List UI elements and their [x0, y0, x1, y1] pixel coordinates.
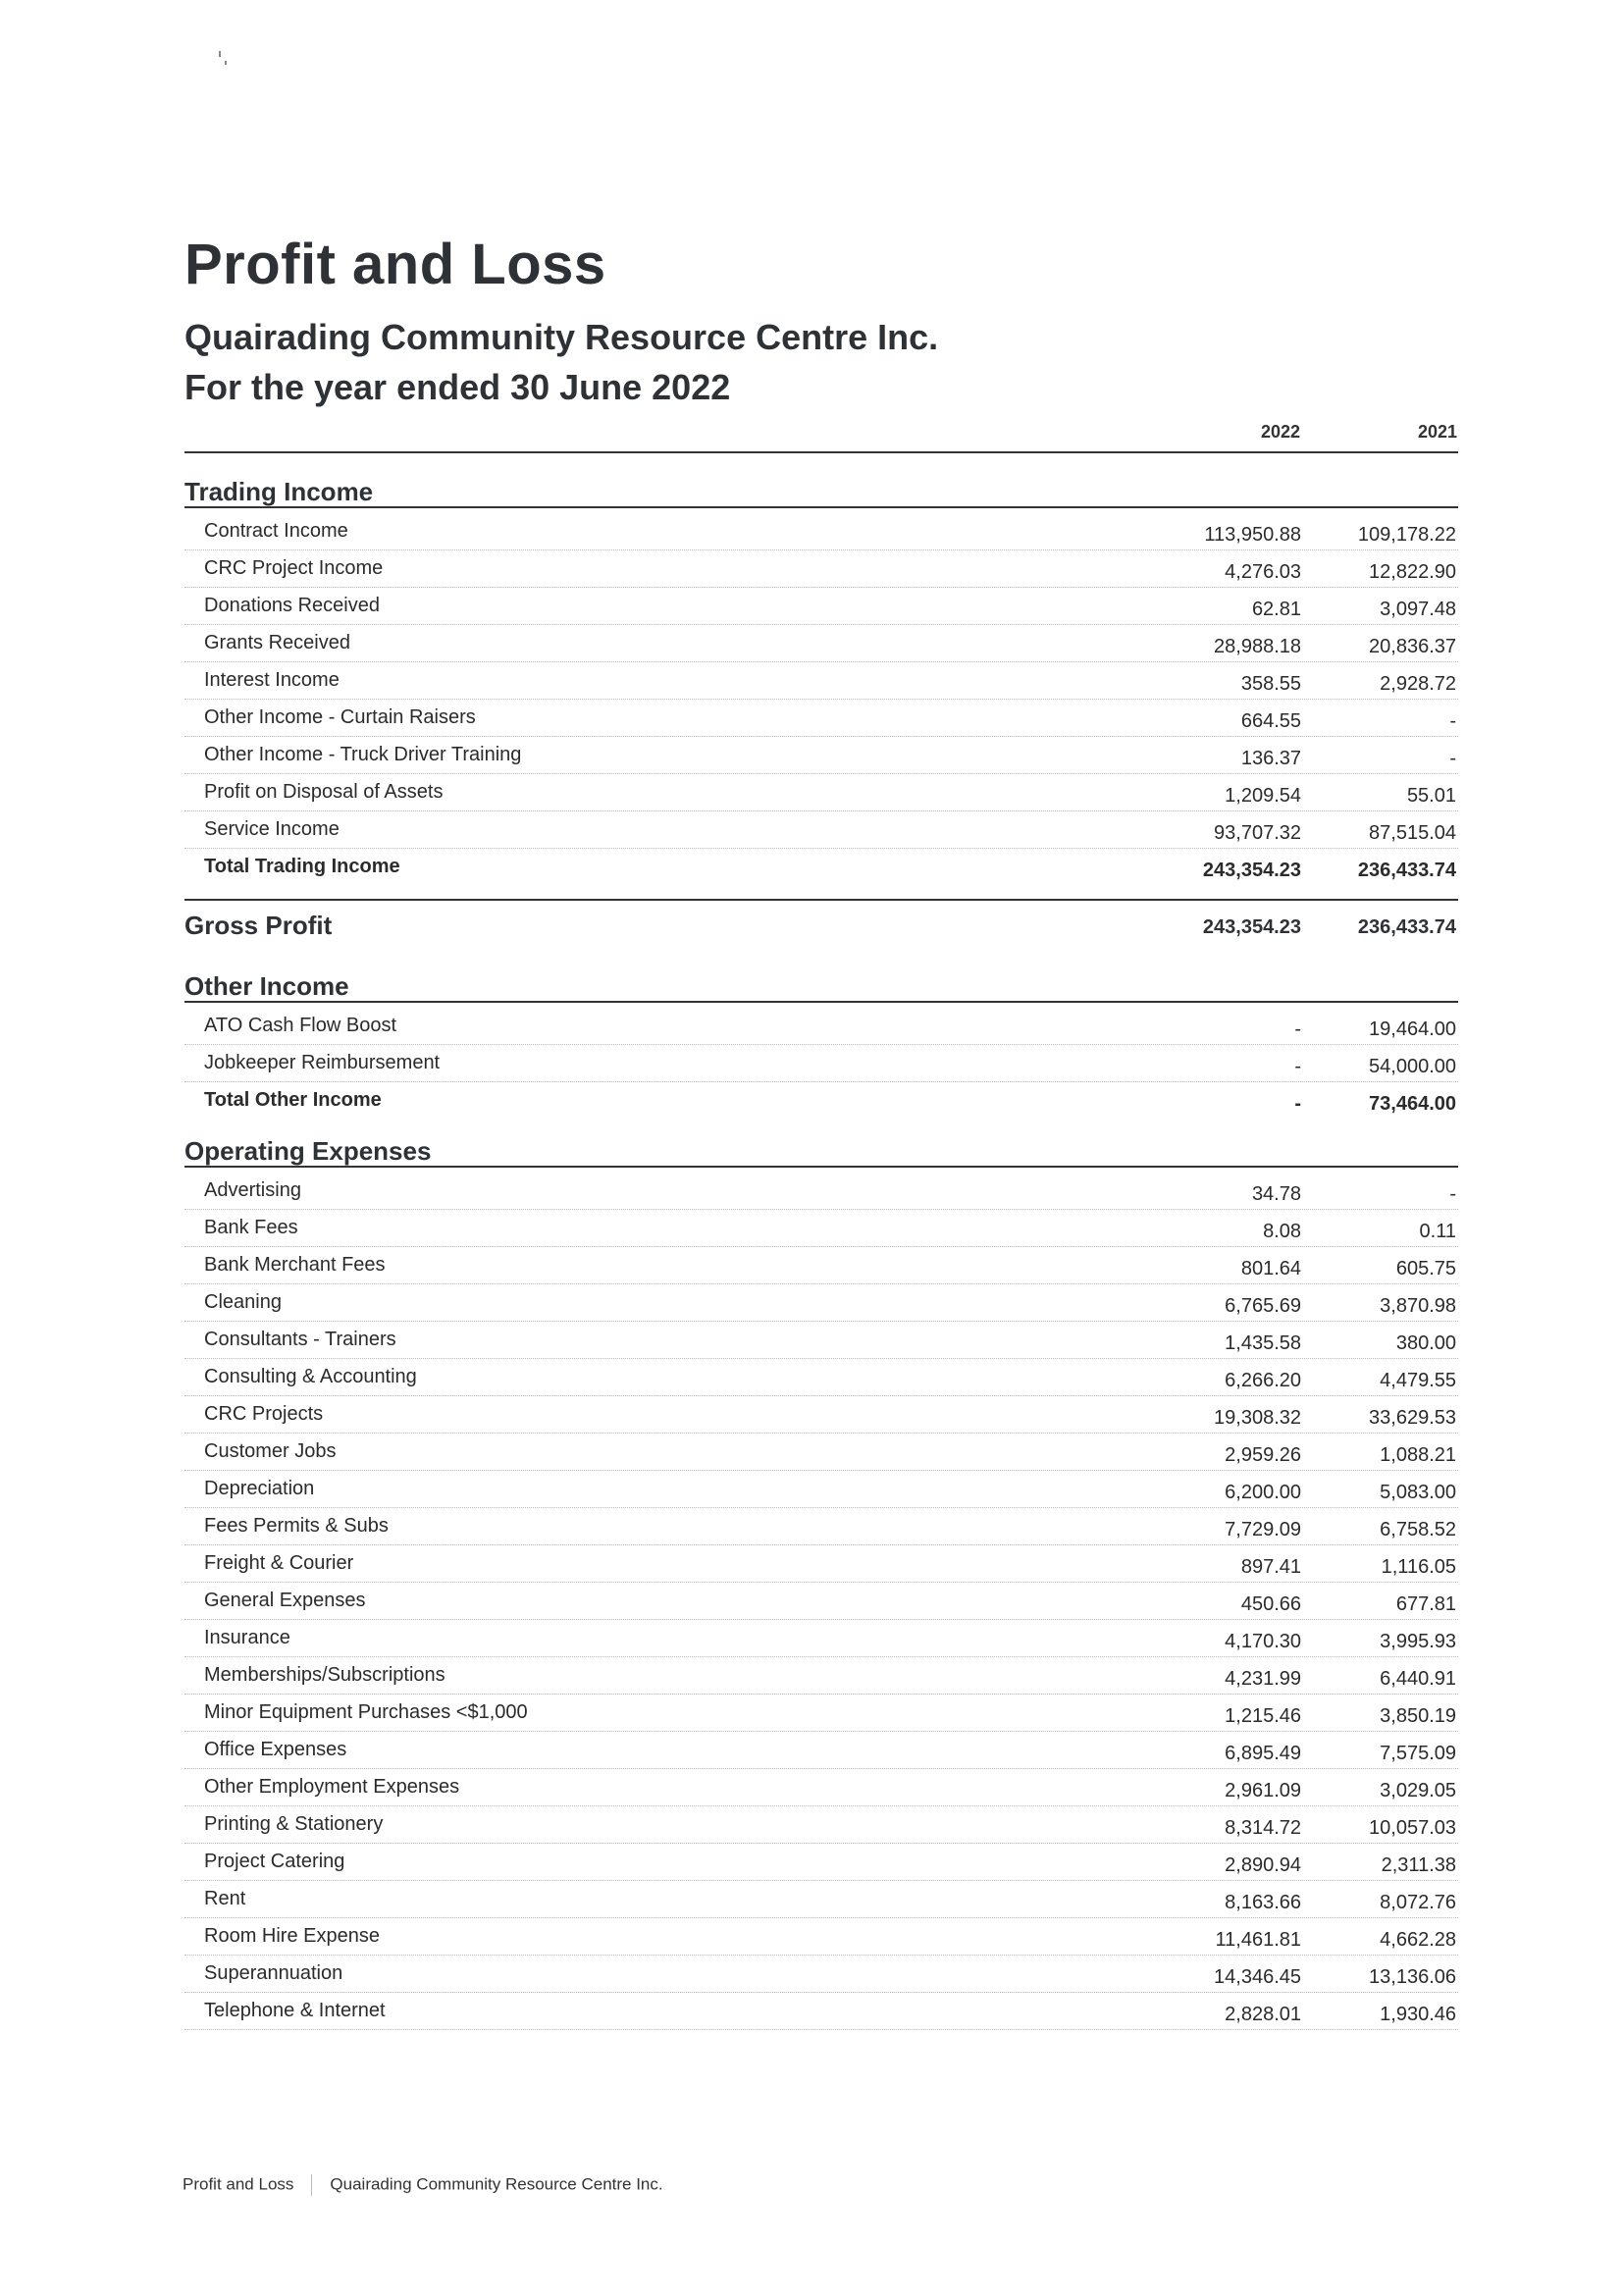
- section-heading: Trading Income: [184, 477, 1458, 508]
- value-2021: 8,072.76: [1380, 1892, 1456, 1913]
- value-2021: 12,822.90: [1369, 561, 1456, 583]
- table-row: [184, 1395, 1458, 1434]
- row-label: CRC Project Income: [204, 557, 384, 579]
- row-label: Total Other Income: [204, 1089, 382, 1111]
- row-label: Freight & Courier: [204, 1552, 354, 1574]
- row-label: Grants Received: [204, 632, 350, 653]
- row-label: Other Income - Truck Driver Training: [204, 744, 522, 765]
- row-label: CRC Projects: [204, 1403, 324, 1425]
- value-2021: 33,629.53: [1369, 1407, 1456, 1429]
- value-2021: 73,464.00: [1369, 1093, 1456, 1115]
- value-2021: 3,850.19: [1380, 1705, 1456, 1727]
- value-2021: 677.81: [1395, 1593, 1456, 1615]
- table-row: [184, 810, 1458, 849]
- table-row: [184, 1246, 1458, 1284]
- value-2022: 93,707.32: [1214, 822, 1301, 844]
- table-row: [184, 1656, 1458, 1695]
- table-row: [184, 512, 1458, 550]
- value-2021: 3,995.93: [1380, 1631, 1456, 1652]
- value-2022: -: [1294, 1093, 1301, 1115]
- header-rule: [184, 451, 1458, 453]
- gross-profit-2022: 243,354.23: [1202, 916, 1301, 938]
- value-2022: 11,461.81: [1215, 1929, 1301, 1951]
- value-2021: 87,515.04: [1369, 822, 1456, 844]
- value-2021: 7,575.09: [1380, 1743, 1456, 1764]
- value-2021: 3,097.48: [1380, 599, 1456, 620]
- value-2021: 2,928.72: [1380, 673, 1456, 695]
- value-2021: 236,433.74: [1357, 860, 1456, 881]
- row-label: Service Income: [204, 818, 340, 840]
- value-2022: 664.55: [1240, 710, 1301, 732]
- value-2021: 380.00: [1395, 1332, 1456, 1354]
- value-2022: 8,314.72: [1225, 1817, 1301, 1839]
- value-2021: 55.01: [1406, 785, 1456, 807]
- row-label: Donations Received: [204, 595, 380, 616]
- table-row: [184, 1044, 1458, 1082]
- total-row: [184, 1081, 1458, 1119]
- table-row: [184, 1992, 1458, 2030]
- gross-profit-label: Gross Profit: [184, 911, 333, 940]
- row-label: Superannuation: [204, 1962, 343, 1984]
- table-row: [184, 1007, 1458, 1045]
- value-2022: 4,276.03: [1225, 561, 1301, 583]
- table-row: [184, 1768, 1458, 1806]
- value-2022: 801.64: [1240, 1258, 1301, 1279]
- value-2021: 4,479.55: [1380, 1370, 1456, 1391]
- table-row: [184, 1283, 1458, 1322]
- value-2021: 54,000.00: [1369, 1056, 1456, 1077]
- row-label: Profit on Disposal of Assets: [204, 781, 444, 803]
- table-row: [184, 661, 1458, 700]
- value-2022: 358.55: [1240, 673, 1301, 695]
- report-period: For the year ended 30 June 2022: [184, 367, 731, 407]
- value-2022: 6,895.49: [1225, 1743, 1301, 1764]
- row-label: Telephone & Internet: [204, 2000, 386, 2021]
- value-2021: 605.75: [1395, 1258, 1456, 1279]
- value-2021: -: [1449, 710, 1456, 732]
- table-row: [184, 1843, 1458, 1881]
- gross-profit-2021: 236,433.74: [1357, 916, 1456, 938]
- table-row: [184, 1619, 1458, 1657]
- row-label: Depreciation: [204, 1478, 315, 1499]
- value-2021: 1,088.21: [1380, 1444, 1456, 1466]
- table-row: [184, 1321, 1458, 1359]
- table-row: [184, 736, 1458, 774]
- value-2022: 28,988.18: [1214, 636, 1301, 657]
- row-label: Project Catering: [204, 1851, 345, 1872]
- row-label: Consultants - Trainers: [204, 1329, 396, 1350]
- value-2022: 2,890.94: [1225, 1854, 1301, 1876]
- row-label: Jobkeeper Reimbursement: [204, 1052, 441, 1073]
- value-2022: 1,435.58: [1225, 1332, 1301, 1354]
- value-2021: 1,930.46: [1380, 2004, 1456, 2025]
- table-row: [184, 699, 1458, 737]
- value-2022: 14,346.45: [1214, 1966, 1301, 1988]
- value-2022: 6,765.69: [1225, 1295, 1301, 1317]
- table-row: [184, 1433, 1458, 1471]
- value-2021: 10,057.03: [1369, 1817, 1456, 1839]
- section-heading: Operating Expenses: [184, 1136, 1458, 1168]
- scan-speck: [225, 61, 227, 65]
- value-2021: 13,136.06: [1369, 1966, 1456, 1988]
- section-rule: [184, 899, 1458, 901]
- row-label: Interest Income: [204, 669, 340, 691]
- table-row: [184, 1731, 1458, 1769]
- value-2021: 20,836.37: [1369, 636, 1456, 657]
- row-label: Total Trading Income: [204, 856, 400, 877]
- value-2021: 5,083.00: [1380, 1482, 1456, 1503]
- value-2022: 62.81: [1251, 599, 1301, 620]
- value-2022: 2,828.01: [1225, 2004, 1301, 2025]
- footer-report-name: Profit and Loss: [183, 2174, 294, 2194]
- value-2021: 4,662.28: [1380, 1929, 1456, 1951]
- row-label: Consulting & Accounting: [204, 1366, 417, 1387]
- value-2021: -: [1449, 748, 1456, 769]
- value-2021: 1,116.05: [1381, 1556, 1456, 1578]
- row-label: Printing & Stationery: [204, 1813, 384, 1835]
- table-row: [184, 624, 1458, 662]
- value-2021: -: [1449, 1183, 1456, 1205]
- value-2022: 8.08: [1263, 1221, 1301, 1242]
- value-2022: 1,215.46: [1225, 1705, 1301, 1727]
- table-row: [184, 1507, 1458, 1545]
- row-label: Advertising: [204, 1179, 301, 1201]
- value-2021: 109,178.22: [1357, 524, 1456, 546]
- row-label: Insurance: [204, 1627, 290, 1648]
- value-2022: 6,200.00: [1225, 1482, 1301, 1503]
- value-2021: 3,029.05: [1380, 1780, 1456, 1801]
- value-2021: 6,758.52: [1380, 1519, 1456, 1540]
- value-2022: 1,209.54: [1225, 785, 1301, 807]
- table-row: [184, 1805, 1458, 1844]
- gross-profit-row: [184, 911, 1458, 950]
- row-label: Minor Equipment Purchases <$1,000: [204, 1701, 528, 1723]
- row-label: Bank Fees: [204, 1217, 298, 1238]
- section-heading: Other Income: [184, 971, 1458, 1003]
- row-label: Bank Merchant Fees: [204, 1254, 386, 1276]
- value-2022: 4,170.30: [1225, 1631, 1301, 1652]
- footer-separator: [311, 2174, 312, 2196]
- scan-speck: [219, 51, 221, 57]
- value-2022: 4,231.99: [1225, 1668, 1301, 1690]
- row-label: Office Expenses: [204, 1739, 347, 1760]
- value-2022: 897.41: [1240, 1556, 1301, 1578]
- footer-organisation: Quairading Community Resource Centre Inc.: [330, 2174, 663, 2194]
- table-row: [184, 549, 1458, 588]
- row-label: Other Income - Curtain Raisers: [204, 706, 476, 728]
- value-2022: 6,266.20: [1225, 1370, 1301, 1391]
- value-2022: 2,961.09: [1225, 1780, 1301, 1801]
- value-2022: 7,729.09: [1225, 1519, 1301, 1540]
- value-2022: 450.66: [1240, 1593, 1301, 1615]
- total-row: [184, 848, 1458, 885]
- value-2021: 0.11: [1419, 1221, 1456, 1242]
- value-2022: 243,354.23: [1202, 860, 1301, 881]
- table-row: [184, 1917, 1458, 1956]
- table-row: [184, 1955, 1458, 1993]
- value-2022: 19,308.32: [1214, 1407, 1301, 1429]
- value-2022: 113,950.88: [1204, 524, 1301, 546]
- value-2022: -: [1294, 1018, 1301, 1040]
- value-2022: 136.37: [1240, 748, 1301, 769]
- report-title: Profit and Loss: [184, 233, 606, 296]
- row-label: Other Employment Expenses: [204, 1776, 460, 1798]
- table-row: [184, 1880, 1458, 1918]
- table-row: [184, 773, 1458, 811]
- value-2021: 19,464.00: [1369, 1018, 1456, 1040]
- value-2022: -: [1294, 1056, 1301, 1077]
- table-row: [184, 1209, 1458, 1247]
- table-row: [184, 1358, 1458, 1396]
- table-row: [184, 1172, 1458, 1210]
- table-row: [184, 1470, 1458, 1508]
- row-label: Contract Income: [204, 520, 348, 542]
- value-2022: 34.78: [1251, 1183, 1301, 1205]
- row-label: Fees Permits & Subs: [204, 1515, 389, 1537]
- table-row: [184, 587, 1458, 625]
- column-header-2022: 2022: [1260, 422, 1300, 442]
- row-label: General Expenses: [204, 1590, 366, 1611]
- table-row: [184, 1582, 1458, 1620]
- column-header-2021: 2021: [1417, 422, 1457, 442]
- table-row: [184, 1544, 1458, 1583]
- value-2021: 6,440.91: [1380, 1668, 1456, 1690]
- organisation-name: Quairading Community Resource Centre Inc.: [184, 317, 939, 357]
- page-footer: [183, 2174, 663, 2196]
- row-label: Cleaning: [204, 1291, 282, 1313]
- value-2021: 3,870.98: [1380, 1295, 1456, 1317]
- value-2021: 2,311.38: [1381, 1854, 1456, 1876]
- row-label: Memberships/Subscriptions: [204, 1664, 445, 1686]
- row-label: Room Hire Expense: [204, 1925, 380, 1947]
- row-label: Rent: [204, 1888, 246, 1909]
- row-label: ATO Cash Flow Boost: [204, 1015, 396, 1036]
- row-label: Customer Jobs: [204, 1440, 337, 1462]
- value-2022: 2,959.26: [1225, 1444, 1301, 1466]
- value-2022: 8,163.66: [1225, 1892, 1301, 1913]
- table-row: [184, 1694, 1458, 1732]
